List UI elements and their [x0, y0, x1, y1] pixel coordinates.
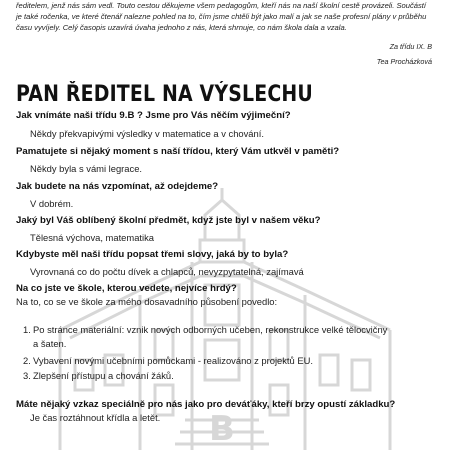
question: Jak vnímáte naši třídu 9.B ? Jsme pro Vás něčím výjimeční?: [16, 110, 291, 121]
question: Máte nějaký vzkaz speciálně pro nás jako pro deváťáky, kteří brzy opustí základku?: [16, 399, 396, 410]
list-text: Vybavení novými učebními pomůckami - realizováno z projektů EU.: [33, 355, 313, 366]
list-item: [23, 355, 313, 366]
answer: V dobrém.: [30, 198, 74, 209]
list-item: [23, 324, 387, 335]
question: Jak budete na nás vzpomínat, až odejdeme?: [16, 181, 219, 192]
list-number: 2.: [23, 355, 31, 366]
list-text: Zlepšení přístupu a chování žáků.: [33, 370, 174, 381]
facade-letter: B: [209, 409, 235, 449]
intro-line: času vyvíjely. Celý časopis uzavírá úvaha jednoho z nás, která shrnuje, co nám škola dala a vzala.: [16, 23, 347, 32]
answer: Je čas roztáhnout křídla a letět.: [30, 412, 161, 423]
answer: Někdy překvapivými výsledky v matematice a v chování.: [30, 128, 264, 139]
list-number: 1.: [23, 324, 31, 335]
list-item: [23, 370, 174, 381]
list-text: Po stránce materiální: vznik nových odborných učeben, rekonstrukce velké tělocvičny: [33, 324, 388, 335]
answer: Na to, co se ve škole za mého dosavadního působení povedlo:: [16, 296, 278, 307]
signature-class: Za třídu IX. B: [389, 42, 432, 51]
answer: Někdy byla s vámi legrace.: [30, 163, 143, 174]
question: Jaký byl Váš oblíbený školní předmět, když jste byl v našem věku?: [16, 215, 321, 226]
list-number: 3.: [23, 370, 31, 381]
page-title: PAN ŘEDITEL NA VÝSLECHU: [16, 82, 313, 107]
question: Kdybyste měl naši třídu popsat třemi slovy, jaká by to byla?: [16, 249, 289, 260]
question: Pamatujete si nějaký moment s naší třídou, který Vám utkvěl v paměti?: [16, 146, 340, 157]
list-item-continuation: a šaten.: [33, 338, 67, 349]
intro-line: je také ročenka, ve které čtenář nalezne pohled na to, čím jsme chtěli být jako malí a jak se naše profesní plány v průběhu: [16, 12, 427, 21]
intro-paragraph: [16, 0, 436, 33]
signature-name: Tea Procházková: [376, 57, 432, 66]
answer: Tělesná výchova, matematika: [30, 232, 155, 243]
intro-line: ředitelem, jenž nás sám vedl. Touto cestou děkujeme všem pedagogům, kteří nás na naší školní cestě provázeli. Součástí: [16, 1, 426, 10]
question: Na co jste ve škole, kterou vedete, nejvíce hrdý?: [16, 283, 237, 294]
answer: Vyrovnaná co do počtu dívek a chlapců, nevyzpytatelná, zajímavá: [30, 266, 304, 277]
